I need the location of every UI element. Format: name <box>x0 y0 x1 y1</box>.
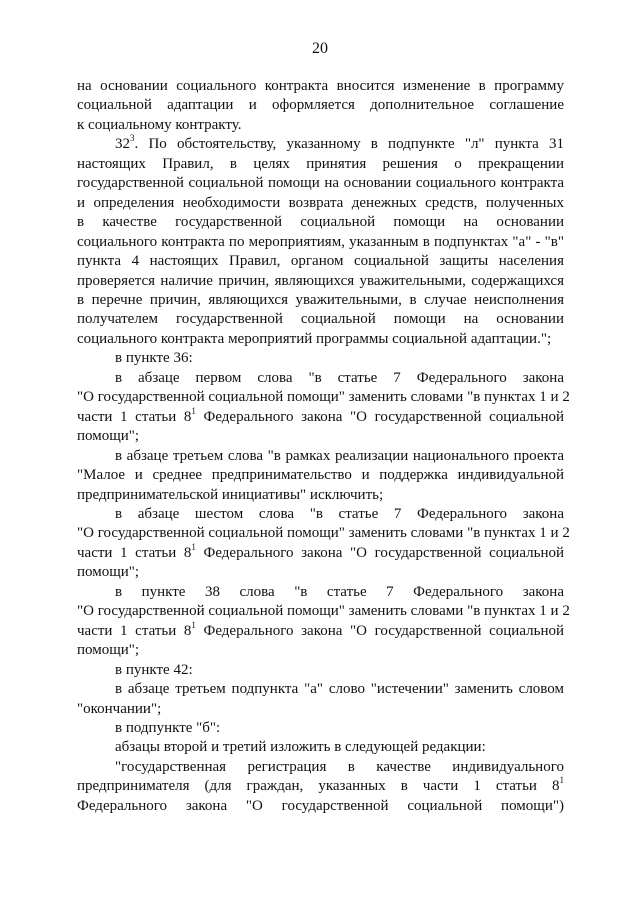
text-line: предпринимательской инициативы" исключить; <box>77 486 384 503</box>
paragraph-item-36 <box>77 349 564 368</box>
paragraph-36-third <box>77 447 564 505</box>
paragraph-quote <box>77 758 564 816</box>
superscript: 1 <box>559 775 564 786</box>
text-line: "О государственной социальной помощи" заменить словами "в пунктах 1 и 2 <box>77 389 570 406</box>
text-segment: Федерального закона "О государственной социальной <box>195 544 564 561</box>
text-line: в абзаце первом слова "в статье 7 Федерального закона <box>115 369 564 386</box>
paragraph-32-3 <box>77 135 564 349</box>
text-segment: части 1 статьи 8 <box>77 544 192 561</box>
text-line: "Малое и среднее предпринимательство и поддержка индивидуальной <box>77 467 564 484</box>
paragraph-42-b <box>77 719 564 738</box>
superscript: 3 <box>130 133 135 144</box>
text-line: государственной социальной помощи на основании социального контракта <box>77 175 564 192</box>
superscript: 1 <box>191 619 196 630</box>
text-line: пункта 4 настоящих Правил, органом социальной защиты населения <box>77 253 564 270</box>
text-line: в качестве государственной социальной помощи на основании <box>77 214 564 231</box>
text-line: абзацы второй и третий изложить в следующей редакции: <box>115 739 486 756</box>
text-line: Федерального закона "О государственной социальной помощи") <box>77 797 564 814</box>
text-line: в пункте 42: <box>115 661 193 678</box>
text-line: в абзаце шестом слова "в статье 7 Федерального закона <box>115 505 564 522</box>
text-line <box>77 405 564 427</box>
paragraph-42-a <box>77 680 564 719</box>
text-line: в абзаце третьем подпункта "а" слово "истечении" заменить словом <box>115 681 564 698</box>
text-line: помощи"; <box>77 642 140 659</box>
text-segment: предпринимателя (для граждан, указанных в части 1 статьи 8 <box>77 778 560 795</box>
text-line: и определения необходимости возврата денежных средств, полученных <box>77 194 564 211</box>
text-line: в абзаце третьем слова "в рамках реализации национального проекта <box>115 447 564 464</box>
paragraph-item-38 <box>77 583 570 661</box>
text-line: "государственная регистрация в качестве индивидуального <box>115 758 564 775</box>
paragraph-36-sixth <box>77 505 570 583</box>
text-segment: Федерального закона "О государственной социальной <box>195 622 564 639</box>
text-line: к социальному контракту. <box>77 116 242 133</box>
superscript: 1 <box>191 541 196 552</box>
text-line: в пункте 38 слова "в статье 7 Федерального закона <box>115 583 564 600</box>
text-line <box>77 135 564 154</box>
text-line: проверяется наличие причин, являющихся уважительными, содержащихся <box>77 272 564 289</box>
text-line: социального контракта мероприятий программы социальной адаптации."; <box>77 330 552 347</box>
paragraph-number: 32 <box>115 136 130 153</box>
paragraph-item-42 <box>77 661 564 680</box>
text-line: "окончании"; <box>77 700 162 717</box>
text-line: помощи"; <box>77 564 140 581</box>
text-segment: . По обстоятельству, указанному в подпункте "л" пункта 31 <box>134 136 564 153</box>
superscript: 1 <box>191 405 196 416</box>
text-line: настоящих Правил, в целях принятия решения о прекращении <box>77 155 564 172</box>
text-line: "О государственной социальной помощи" заменить словами "в пунктах 1 и 2 <box>77 603 570 620</box>
text-line: социальной адаптации и оформляется дополнительное соглашение <box>77 97 564 114</box>
text-line: в перечне причин, являющихся уважительными, в случае неисполнения <box>77 291 564 308</box>
text-segment: Федерального закона "О государственной социальной <box>195 408 564 425</box>
text-line: в пункте 36: <box>115 350 193 367</box>
text-line: "О государственной социальной помощи" заменить словами "в пунктах 1 и 2 <box>77 525 570 542</box>
paragraph-42-b-text <box>77 738 564 757</box>
text-line <box>77 777 564 796</box>
paragraph-continuation <box>77 77 564 135</box>
page-number: 20 <box>312 40 328 57</box>
text-segment: части 1 статьи 8 <box>77 408 192 425</box>
paragraph-36-first <box>77 369 570 447</box>
text-line: помощи"; <box>77 428 140 445</box>
text-line <box>77 619 564 641</box>
text-line: в подпункте "б": <box>115 719 221 736</box>
document-body <box>77 77 570 816</box>
text-line: социального контракта по мероприятиям, указанным в подпунктах "а" - "в" <box>77 233 564 250</box>
text-line: на основании социального контракта вносится изменение в программу <box>77 78 564 94</box>
text-segment: части 1 статьи 8 <box>77 622 192 639</box>
text-line: получателем государственной социальной помощи на основании <box>77 311 564 328</box>
text-line <box>77 541 564 563</box>
